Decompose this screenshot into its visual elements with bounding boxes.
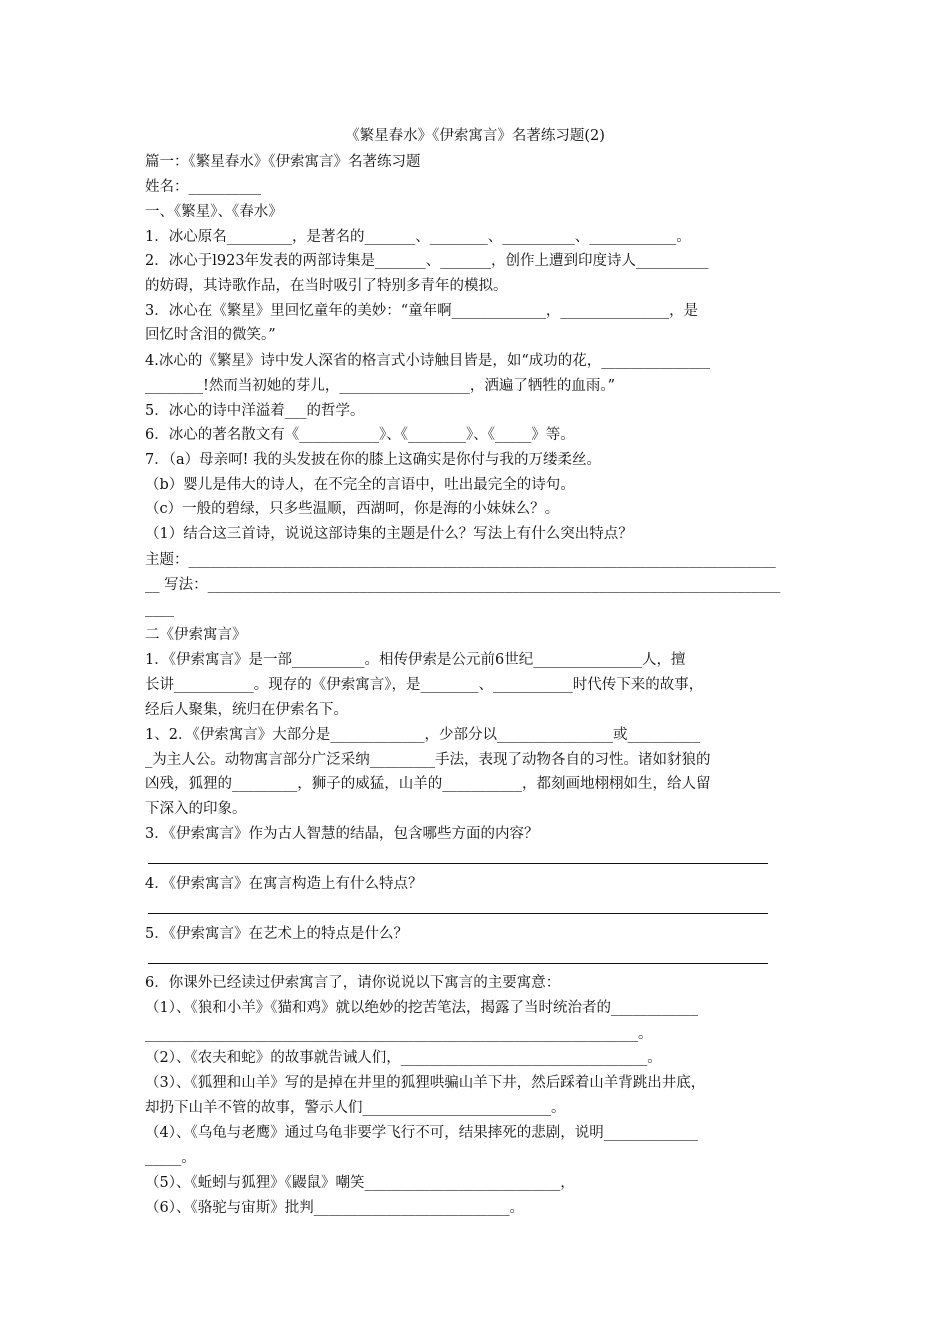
question-line: 4．《伊索寓言》在寓言构造上有什么特点？ (145, 876, 423, 892)
answer-rule (148, 963, 768, 964)
section1-heading: 一、《繁星》、《春水》 (145, 204, 283, 220)
text-line: 却扔下山羊不管的故事，警示人们__________________________。 (145, 1100, 566, 1116)
text-line: 1．《伊索寓言》是一部__________。相传伊索是公元前6世纪_______________人，擅 (145, 652, 686, 668)
text-line: 3．冰心在《繁星》里回忆童年的美妙：“童年啊_____________，_______________，是 (145, 303, 699, 319)
text-line: 4.冰心的《繁星》诗中发人深省的格言式小诗触目皆是，如“成功的花，_______________ (145, 353, 710, 369)
text-line: ____ (145, 601, 174, 617)
name-line: 姓名：__________ (145, 179, 261, 195)
text-line: （c）一般的碧绿，只多些温顺，西湖呵，你是海的小妹妹么？。 (145, 501, 560, 517)
text-line: 的妨碍，其诗歌作品，在当时吸引了特别多青年的模拟。 (145, 278, 508, 294)
text-line: （4）、《乌龟与老鹰》通过乌龟非要学飞行不可，结果摔死的悲剧，说明_____________ (145, 1125, 698, 1141)
text-line: 2．冰心于l923年发表的两部诗集是_______、_______，创作上遭到印度诗人__________ (145, 253, 709, 269)
text-line: 7．（a）母亲呵! 我的头发披在你的膝上这确实是你付与我的万缕柔丝。 (145, 452, 602, 468)
text-line: ____________________________________________________________________。 (145, 1026, 653, 1042)
text-line: 下深入的印象。 (145, 801, 247, 817)
text-line: 长讲___________。现存的《伊索寓言》，是________、___________时代传下来的故事， (145, 677, 704, 693)
text-line: （3）、《狐狸和山羊》写的是掉在井里的狐狸哄骗山羊下井，然后踩着山羊背跳出井底， (145, 1075, 706, 1091)
text-line: ________!然而当初她的芽儿，__________________，洒遍了牺牲的血雨。” (145, 378, 615, 394)
text-line: 回忆时含泪的微笑。” (145, 327, 276, 343)
section2-heading: 二《伊索寓言》 (145, 627, 247, 643)
text-line: （2）、《农夫和蛇》的故事就告诫人们，__________________________________。 (145, 1050, 662, 1066)
text-line: （6）、《骆驼与宙斯》批判___________________________。 (145, 1200, 524, 1216)
text-line: 1、2．《伊索寓言》大部分是_____________，少部分以________________或__________ (145, 727, 700, 743)
text-line: （1）结合这三首诗，说说这部诗集的主题是什么？写法上有什么突出特点？ (145, 526, 633, 542)
text-line: 经后人聚集，统归在伊索名下。 (145, 702, 348, 718)
text-line: 5．冰心的诗中洋溢着___的哲学。 (145, 403, 365, 419)
text-line: （b）婴儿是伟大的诗人，在不完全的言语中，吐出最完全的诗句。 (145, 477, 575, 493)
document-subtitle: 篇一：《繁星春水》《伊索寓言》名著练习题 (145, 154, 421, 170)
writing-answer-line: __ 写法：_______________________________________________________________________________ (145, 577, 781, 593)
answer-rule (148, 913, 768, 914)
text-line: 6．冰心的著名散文有《___________》、《________》、《_____》等。 (145, 427, 575, 443)
text-line: _为主人公。动物寓言部分广泛采纳_________手法，表现了动物各自的习性。诸如豺狼的 (145, 752, 711, 768)
question-line: 3．《伊索寓言》作为古人智慧的结晶，包含哪些方面的内容？ (145, 826, 539, 842)
text-line: 1．冰心原名_________，是著名的_______、________、__________、____________。 (145, 229, 691, 245)
answer-rule (148, 863, 768, 864)
question-line: 6．你课外已经读过伊索寓言了，请你说说以下寓言的主要寓意： (145, 975, 561, 991)
theme-answer-line: 主题：_________________________________________________________________________________ (145, 552, 776, 568)
text-line: _____。 (145, 1150, 196, 1166)
document-title: 《繁星春水》《伊索寓言》名著练习题(2) (345, 128, 605, 144)
text-line: （1）、《狼和小羊》《猫和鸡》就以绝妙的挖苦笔法，揭露了当时统治者的____________ (145, 1000, 698, 1016)
question-line: 5．《伊索寓言》在艺术上的特点是什么？ (145, 926, 408, 942)
text-line: 凶残，狐狸的_________，狮子的威猛，山羊的___________，都刻画地栩栩如生，给人留 (145, 776, 711, 792)
text-line: （5）、《蚯蚓与狐狸》《鼹鼠》嘲笑___________________________， (145, 1175, 575, 1191)
